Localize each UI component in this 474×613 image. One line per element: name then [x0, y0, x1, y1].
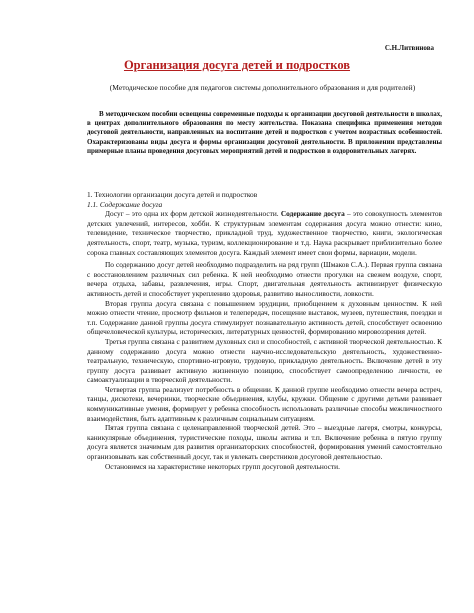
paragraph-1-term: Содержание досуга	[280, 209, 345, 219]
subsection-heading: 1.1. Содержание досуга	[87, 199, 163, 209]
paragraph-4: Третья группа связана с развитием духовных сил и способностей, с активной творческой деятельностью. К данному содержанию досуга можно отнести научно-исследовательскую деятельность, художественно-театральную, техническую, спортивно-игровую, трудовую, прикладную деятельность. Включение детей в эту группу досуга развивает активную жизненную позицию, способствует самоопределению личности, ее самоактуализации в творческой деятельности.	[87, 336, 442, 385]
section-heading: 1. Технологии организации досуга детей и подростков	[87, 190, 258, 199]
paragraph-1-rest: – это совокупность элементов детских увлечений, интересов, хобби. К структурным элементам содержания досуга можно отнести: кино, телевидение, техническое творчество, прикладной труд, художественное творчество, книги, экологическая деятельность, спорт, театр, музыка, туризм, коллекционирование и т.д. Наука раскрывает приблизительно более сорока главных составляющих элементов досуга. Каждый элемент имеет свои формы, вариации, модели.	[87, 209, 442, 257]
paragraph-7: Остановимся на характеристике некоторых групп досуговой деятельности.	[105, 461, 340, 471]
paragraph-2: По содержанию досуг детей необходимо подразделить на ряд групп (Шмаков С.А.). Первая группа связана с восстановлением различных сил ребенка. К ней необходимо отнести прогулки на свежем воздухе, спорт, вечера отдыха, забавы, развлечения, игры. Спорт, двигательная деятельность активизирует физическую активность детей и способствует укреплению здоровья, развитию выносливости, ловкости.	[87, 260, 442, 298]
paragraph-5: Четвертая группа реализует потребность в общении. К данной группе необходимо отнести вечера встреч, танцы, дискотеки, вечеринки, творческие объединения, клубы, кружки. Общение с другими детьми развивает коммуникативные умения, формирует у ребенка способность использовать различные способы межличностного взаимодействия, быть адаптивным к различным социальным ситуациям.	[87, 384, 442, 423]
main-text	[87, 187, 442, 471]
author-name: С.Н.Литвинова	[384, 44, 434, 52]
paragraph-1	[87, 209, 442, 257]
paragraph-1-start: Досуг – это одна их форм детской жизнедеятельности.	[105, 209, 281, 219]
paragraph-6: Пятая группа связана с целенаправленной творческой детей. Это – выездные лагеря, смотры, конкурсы, каникулярные объединения, туристические походы, школы актива и т.п. Включение ребенка в пятую группу досуга является значимым для развития организаторских способностей, формирования умений самостоятельно организовывать как собственный досуг, так и увлекать сверстников досуговой деятельностью.	[87, 423, 442, 462]
abstract-paragraph: В методическом пособии освещены современные подходы к организации досуговой деятельности в школах, в центрах дополнительного образования по месту жительства. Показана специфика применения методов досуговой деятельности, направленных на воспитание детей и подростков с учетом возрастных особенностей. Охарактеризованы виды досуга и формы организации досуговой деятельности. В приложении представлены примерные планы проведения досуговых мероприятий детей и подростков в оздоровительных лагерях.	[87, 110, 442, 155]
paragraph-3: Вторая группа досуга связана с повышением эрудиции, приобщением к духовным ценностям. К ней можно отнести чтение, просмотр фильмов и телепередач, посещение выставок, музеев, путешествия, поездки и т.п. Содержание данной группы досуга стимулирует познавательную активность детей, способствует освоению общечеловеческой культуры, исторических, литературных ценностей, формированию мировоззрения детей.	[87, 298, 442, 337]
document-title: Организация досуга детей и подростков	[123, 58, 351, 72]
document-subtitle: (Методическое пособие для педагогов системы дополнительного образования и для родителей)	[109, 83, 416, 92]
